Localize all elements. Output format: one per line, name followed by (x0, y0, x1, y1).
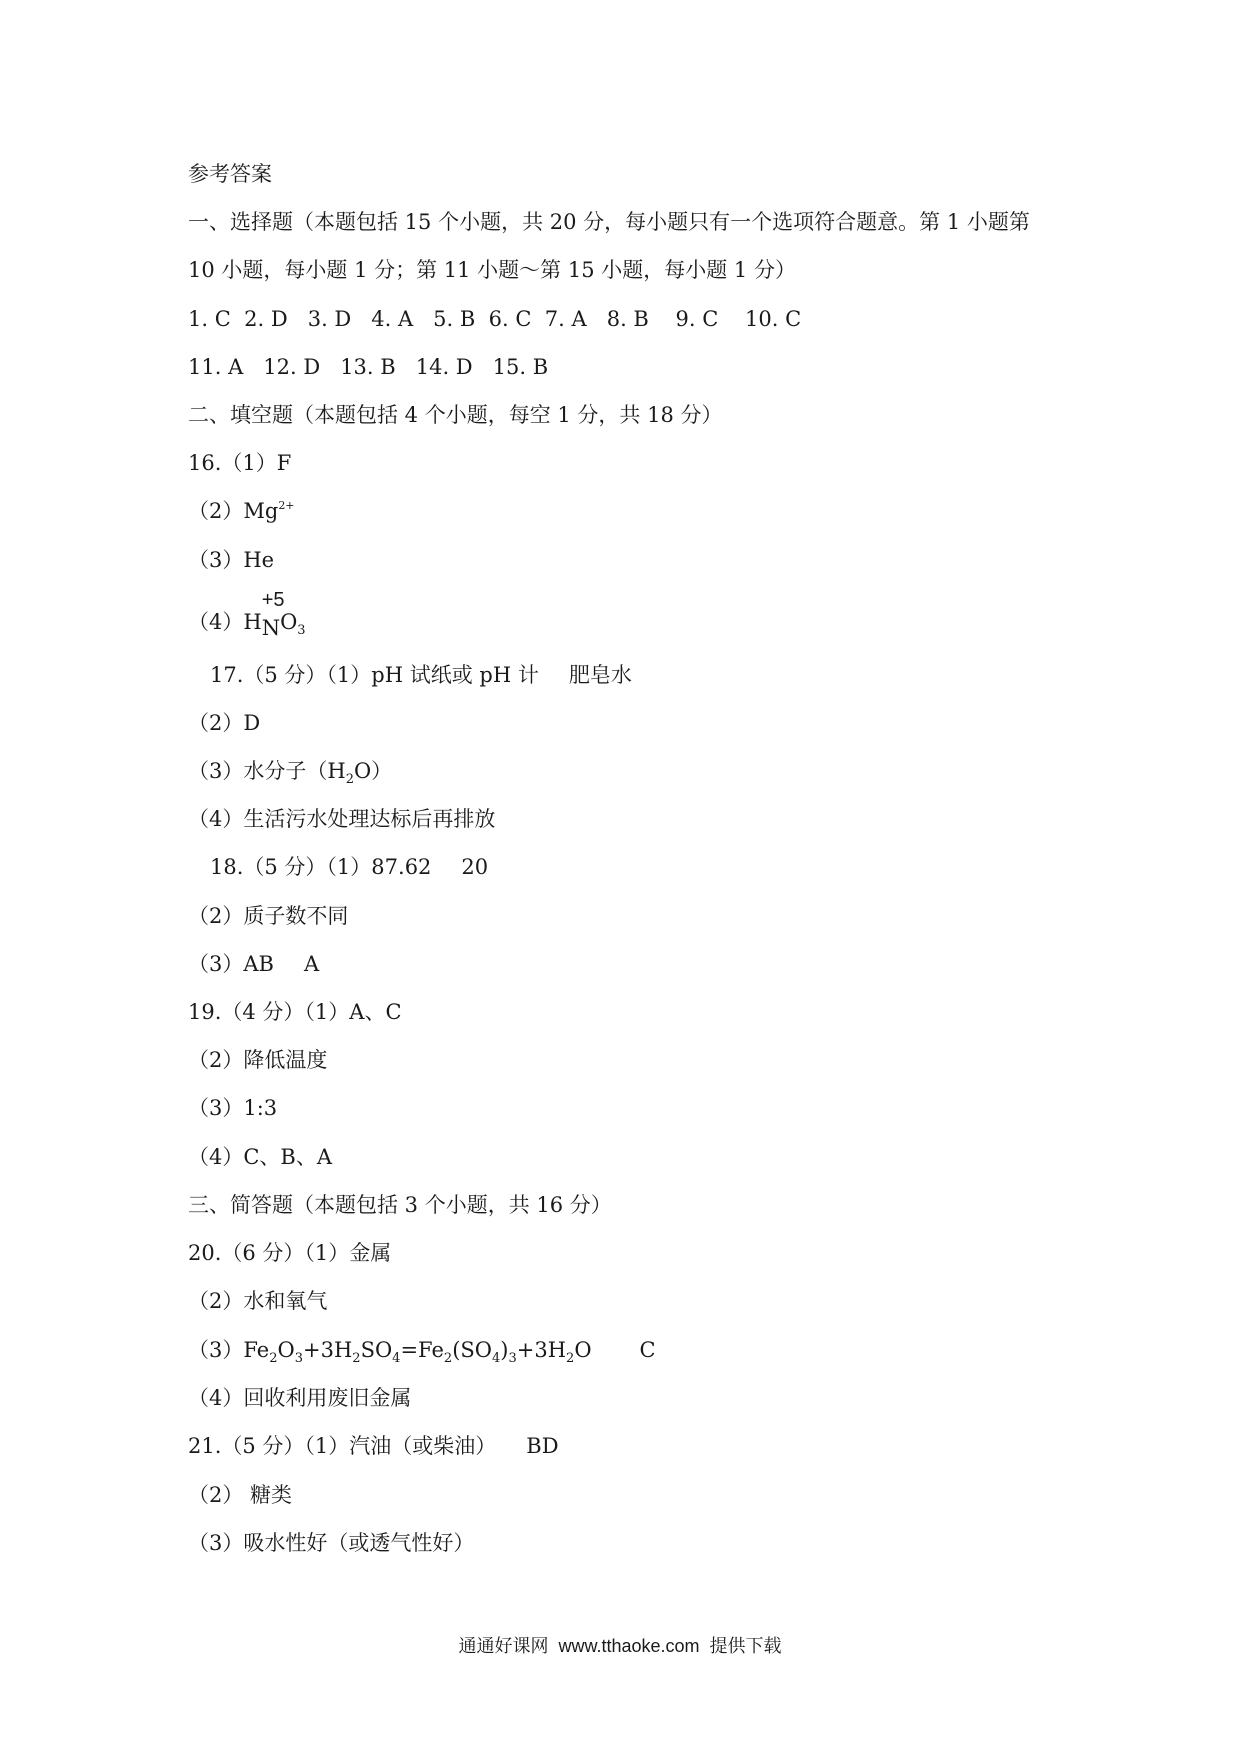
q16-4-text: （4）H (188, 610, 262, 634)
subscript: 4 (392, 1351, 401, 1366)
subscript: 2 (345, 772, 354, 787)
oxygen-symbol: O (280, 610, 298, 634)
equation-part: +3H (516, 1338, 567, 1362)
q19-3: （3）1:3 (188, 1096, 278, 1120)
answer-title: 参考答案 (188, 162, 272, 186)
q19-1: 19.（4 分）（1）A、C (188, 1000, 402, 1024)
nitrogen-symbol: N (261, 616, 281, 640)
q21-1-answer-b: BD (526, 1434, 559, 1458)
q16-2-text: （2）Mg (188, 499, 279, 523)
q20-1: 20.（6 分）（1）金属 (188, 1241, 392, 1265)
subscript: 3 (297, 623, 306, 638)
q19-4: （4）C、B、A (188, 1145, 333, 1169)
equation-part: （3）Fe (188, 1338, 270, 1362)
section1-heading-line2: 10 小题，每小题 1 分；第 11 小题～第 15 小题，每小题 1 分） (188, 258, 796, 282)
q17-3-b: O） (353, 759, 393, 783)
q21-2: （2） 糖类 (188, 1483, 293, 1507)
subscript: 2 (352, 1351, 361, 1366)
subscript: 2 (443, 1351, 453, 1366)
charge-superscript: 2+ (278, 499, 295, 512)
q18-1-answer-a: 18.（5 分）（1）87.62 (210, 855, 432, 879)
equation-part: +3H (303, 1338, 353, 1362)
q17-1-answer-a: 17.（5 分）（1）pH 试纸或 pH 计 (210, 663, 539, 687)
mc-answers-11-15: 11. A 12. D 13. B 14. D 15. B (188, 355, 549, 379)
q20-3 (188, 1336, 656, 1368)
q17-3 (188, 757, 392, 789)
equation-part: O (574, 1338, 592, 1362)
q19-2: （2）降低温度 (188, 1048, 328, 1072)
q17-2: （2）D (188, 711, 261, 735)
q21-3: （3）吸水性好（或透气性好） (188, 1531, 475, 1555)
equation-part: O (277, 1338, 295, 1362)
section2-heading: 二、填空题（本题包括 4 个小题，每空 1 分，共 18 分） (188, 403, 723, 427)
q17-4: （4）生活污水处理达标后再排放 (188, 807, 496, 831)
q20-2: （2）水和氧气 (188, 1289, 328, 1313)
q18-3-answer-b: A (303, 952, 320, 976)
q16-3: （3）He (188, 548, 275, 572)
q20-3-answer: C (639, 1338, 656, 1362)
section1-heading-line1: 一、选择题（本题包括 15 个小题，共 20 分，每小题只有一个选项符合题意。第 1 小题第 (188, 210, 1030, 234)
q18-3 (188, 950, 319, 978)
q17-1 (210, 661, 632, 689)
q20-4: （4）回收利用废旧金属 (188, 1386, 412, 1410)
subscript: 3 (508, 1351, 517, 1366)
q16-2 (188, 497, 295, 529)
q18-1-answer-b: 20 (461, 855, 489, 879)
section3-heading: 三、简答题（本题包括 3 个小题，共 16 分） (188, 1193, 612, 1217)
page-footer: 通通好课网 www.tthaoke.com 提供下载 (458, 1636, 782, 1656)
q16-1: 16.（1）F (188, 451, 292, 475)
q18-3-answer-a: （3）AB (188, 952, 274, 976)
q17-1-answer-b: 肥皂水 (568, 663, 632, 687)
q17-3-a: （3）水分子（H (188, 759, 346, 783)
subscript: 3 (294, 1351, 303, 1366)
subscript: 4 (491, 1351, 501, 1366)
mc-answers-1-10: 1. C 2. D 3. D 4. A 5. B 6. C 7. A 8. B 9. C 10. C (188, 307, 802, 331)
equation-part: ) (500, 1338, 509, 1362)
subscript: 2 (269, 1351, 278, 1366)
q16-4 (188, 589, 306, 640)
subscript: 2 (566, 1351, 575, 1366)
q18-1 (210, 853, 488, 881)
q21-1 (188, 1432, 559, 1460)
equation-part: =Fe (400, 1338, 444, 1362)
q21-1-answer-a: 21.（5 分）（1）汽油（或柴油） (188, 1434, 497, 1458)
valence-element (261, 589, 285, 640)
valence-mark: +5 (261, 589, 285, 611)
equation-part: (SO (452, 1338, 492, 1362)
equation-part: SO (360, 1338, 393, 1362)
q18-2: （2）质子数不同 (188, 904, 349, 928)
